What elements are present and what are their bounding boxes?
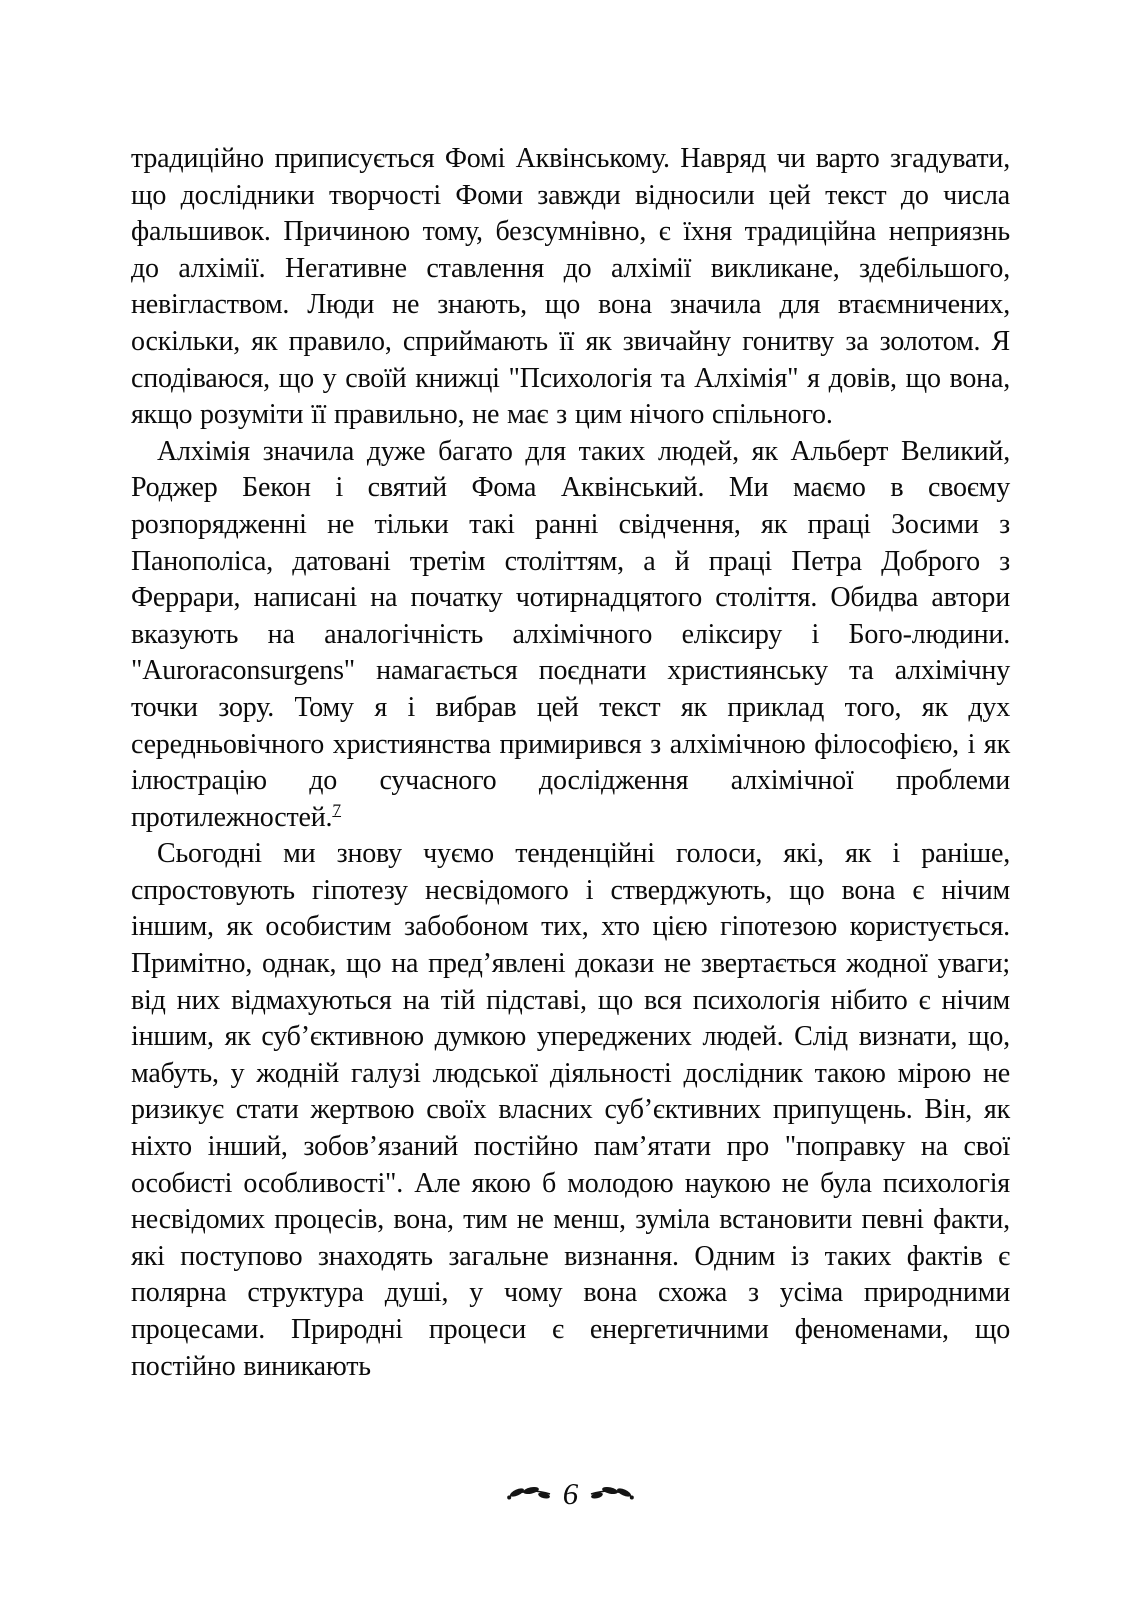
page-number: 6 <box>562 1476 579 1511</box>
floral-ornament-left-icon <box>506 1484 552 1504</box>
paragraph-text: Алхімія значила дуже багато для таких людей, як Альберт Великий, Роджер Бекон і святий Фома Аквінський. Ми маємо в своєму розпорядженні не тільки такі ранні свідчення, як праці Зосими з Панополіса, датовані третім століттям, а й праці Петра Доброго з Феррари, написані на початку чотирнадцятого століття. Обидва автори вказують на аналогічність алхімічного еліксиру і Бого-людини. "Auroraconsurgens" намагається поєднати християнську та алхімічну точки зору. Тому я і вибрав цей текст як приклад того, як дух середньовічного християнства примирився з алхімічною філософією, і як ілюстрацію до сучасного дослідження алхімічної проблеми протилежностей. <box>131 435 1010 833</box>
paragraph-text: Сьогодні ми знову чуємо тенденційні голоси, які, як і раніше, спростовують гіпотезу несвідомого і стверджують, що вона є нічим іншим, як особистим забобоном тих, хто цією гіпотезою користується. Примітно, однак, що на пред’явлені докази не звертається жодної уваги; від них відмахуються на тій підставі, що вся психологія нібито є нічим іншим, як суб’єктивною думкою упереджених людей. Слід визнати, що, мабуть, у жодній галузі людської діяльності дослідник такою мірою не ризикує стати жертвою своїх власних суб’єктивних припущень. Він, як ніхто інший, зобов’язаний постійно пам’ятати про "поправку на свої особисті особливості". Але якою б молодою наукою не була психологія несвідомих процесів, вона, тим не менш, зуміла встановити певні факти, які поступово знаходять загальне визнання. Одним із таких фактів є полярна структура душі, у чому вона схожа з усіма природними процесами. Природні процеси є енергетичними феноменами, що постійно виникають <box>131 838 1010 1382</box>
paragraph-text: традиційно приписується Фомі Аквінському. Навряд чи варто згадувати, що дослідники творчості Фоми завжди відносили цей текст до числа фальшивок. Причиною тому, безсумнівно, є їхня традиційна неприязнь до алхімії. Негативне ставлення до алхімії викликане, здебільшого, невіглаством. Люди не знають, що вона значила для втаємничених, оскільки, як правило, сприймають її як звичайну гонитву за золотом. Я сподіваюся, що у своїй книжці "Психологія та Алхімія" я довів, що вона, якщо розуміти її правильно, не має з цим нічого спільного. <box>131 143 1010 431</box>
page-footer <box>131 1478 1010 1509</box>
paragraph <box>131 836 1010 1385</box>
paragraph <box>131 141 1010 434</box>
paragraph <box>131 434 1010 837</box>
floral-ornament-right-icon <box>589 1484 635 1504</box>
page-text-body <box>131 141 1010 1385</box>
footnote-reference[interactable]: 7 <box>332 800 342 820</box>
